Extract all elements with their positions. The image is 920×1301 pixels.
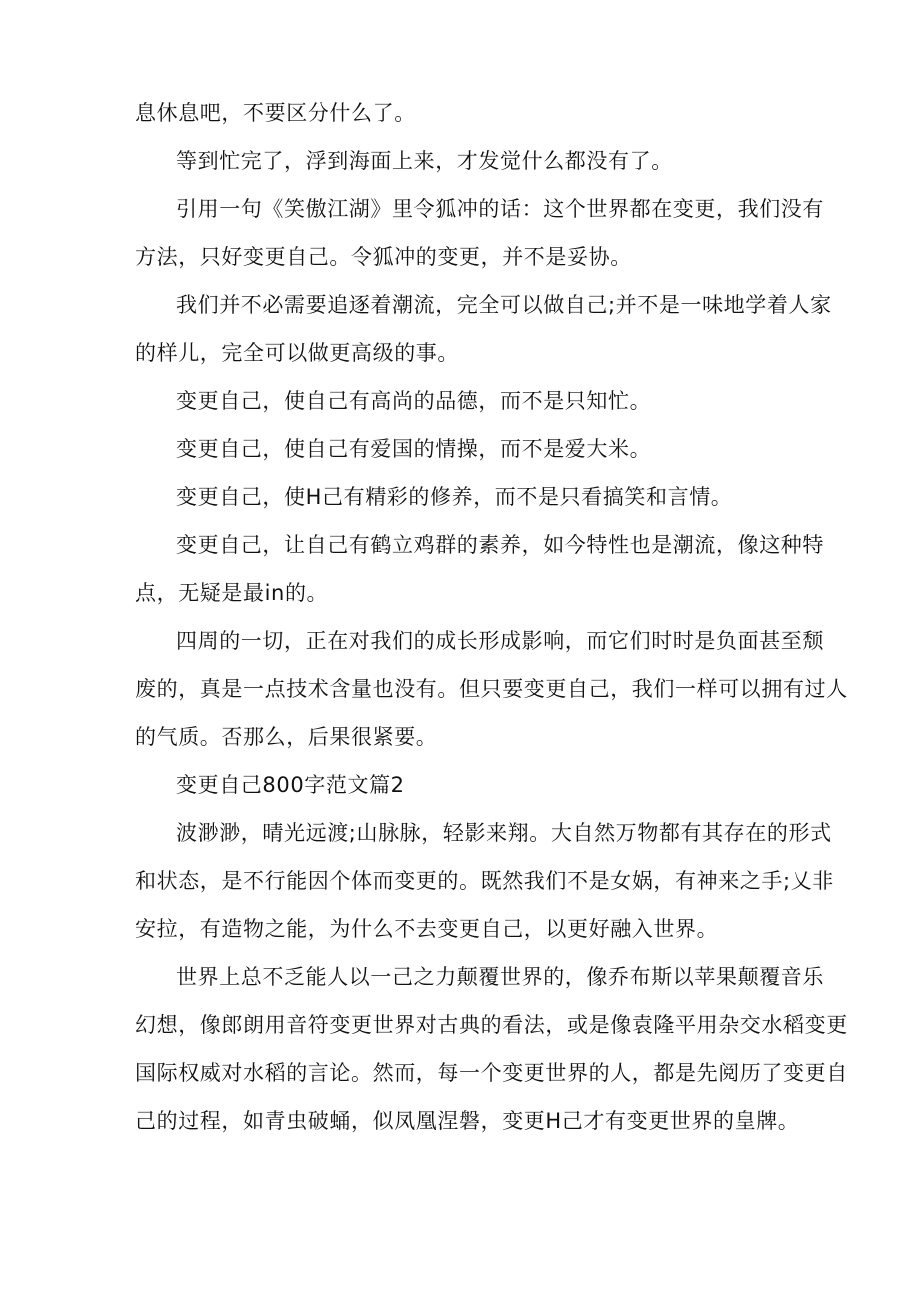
paragraph-line: 我们并不必需要追逐着潮流，完全可以做自己;并不是一味地学着人家 bbox=[176, 293, 832, 317]
paragraph-line: 世界上总不乏能人以一己之力颠覆世界的，像乔布斯以苹果颠覆音乐 bbox=[176, 965, 824, 989]
text-line: 息休息吧，不要区分什么了。 bbox=[135, 101, 416, 125]
paragraph-line: 变更自己，使自己有高尚的品德，而不是只知忙。 bbox=[176, 389, 652, 413]
text-line: 幻想，像郎朗用音符变更世界对古典的看法，或是像袁隆平用杂交水稻变更 bbox=[135, 1013, 848, 1037]
text-line: 点，无疑是最in的。 bbox=[135, 581, 329, 605]
paragraph-line: 等到忙完了，浮到海面上来，才发觉什么都没有了。 bbox=[176, 149, 673, 173]
paragraph-line: 变更自己，让自己有鹤立鸡群的素养，如今特性也是潮流，像这种特 bbox=[176, 533, 824, 557]
text-line: 和状态，是不行能因个体而变更的。既然我们不是女娲，有神来之手;乂非 bbox=[135, 869, 834, 893]
text-line: 的样儿，完全可以做更高级的事。 bbox=[135, 341, 459, 365]
paragraph-line: 波渺渺，晴光远渡;山脉脉，轻影来翔。大自然万物都有其存在的形式 bbox=[176, 821, 832, 845]
section-heading: 变更自己800字范文篇2 bbox=[176, 773, 405, 797]
text-line: 安拉，有造物之能，为什么不去变更自己，以更好融入世界。 bbox=[135, 917, 719, 941]
text-line: 己的过程，如青虫破蛹，似凤凰涅磐，变更H己才有变更世界的皇牌。 bbox=[135, 1109, 800, 1133]
text-line: 国际权威对水稻的言论。然而，每一个变更世界的人，都是先阅历了变更自 bbox=[135, 1061, 848, 1085]
text-line: 方法，只好变更自己。令狐冲的变更，并不是妥协。 bbox=[135, 245, 632, 269]
paragraph-line: 变更自己，使自己有爱国的情操，而不是爱大米。 bbox=[176, 437, 652, 461]
paragraph-line: 引用一句《笑傲江湖》里令狐冲的话：这个世界都在变更，我们没有 bbox=[176, 197, 824, 221]
text-line: 的气质。否那么，后果很紧要。 bbox=[135, 725, 438, 749]
text-line: 废的，真是一点技术含量也没有。但只要变更自己，我们一样可以拥有过人 bbox=[135, 677, 848, 701]
paragraph-line: 变更自己，使H己有精彩的修养，而不是只看搞笑和言情。 bbox=[176, 485, 733, 509]
paragraph-line: 四周的一切，正在对我们的成长形成影响，而它们时时是负面甚至颓 bbox=[176, 629, 824, 653]
